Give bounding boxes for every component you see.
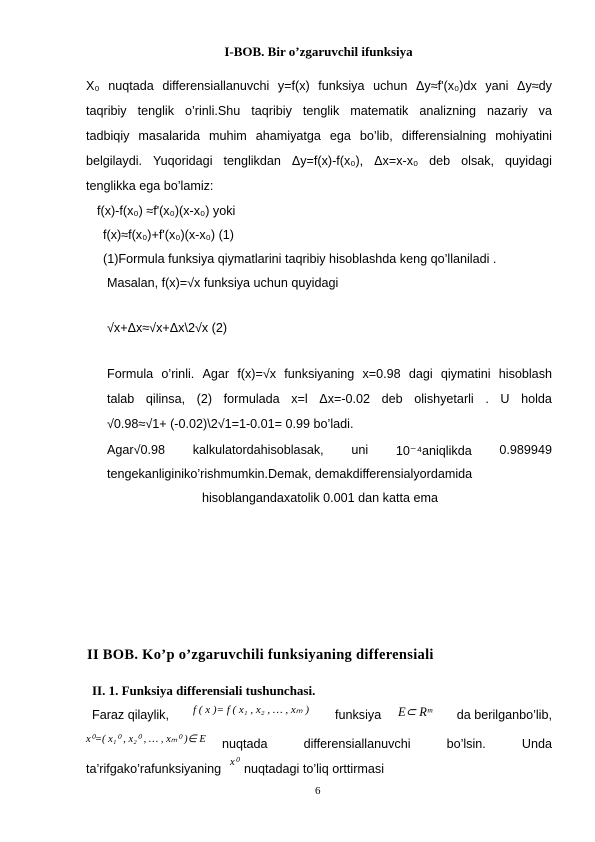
word: belgilaydi. bbox=[86, 154, 143, 168]
word: Formula bbox=[107, 367, 154, 381]
para1-line-3 bbox=[86, 129, 552, 143]
word: Δy≈dy bbox=[517, 79, 552, 93]
para3-line-1 bbox=[107, 443, 552, 458]
word: deb bbox=[429, 154, 451, 168]
word: olsak, bbox=[461, 154, 495, 168]
word: taqribiy bbox=[86, 104, 127, 118]
para1-line-1 bbox=[86, 79, 552, 93]
word: tenglik bbox=[137, 104, 174, 118]
word: y=f(x) bbox=[277, 79, 310, 93]
word: matematik bbox=[350, 104, 409, 118]
para1-line-4 bbox=[86, 154, 552, 168]
word: (2) bbox=[196, 392, 213, 406]
word: nazariy bbox=[487, 104, 528, 118]
word: holda bbox=[521, 392, 552, 406]
s2-line1-function: f ( x )= f ( x₁ , x₂ , … , xₘ ) bbox=[193, 704, 309, 716]
para2-line-1 bbox=[107, 367, 552, 381]
word: tenglikdan bbox=[223, 154, 281, 168]
word: U bbox=[500, 392, 510, 406]
s2-line1-set: E⊂ Rᵐ bbox=[398, 705, 433, 719]
word: nuqtada bbox=[108, 79, 154, 93]
word: funksiya bbox=[318, 79, 365, 93]
word: yani bbox=[485, 79, 509, 93]
word: x=0.98 bbox=[362, 367, 401, 381]
word: uni bbox=[351, 443, 369, 457]
word: Δy=f(x)-f(x₀), bbox=[291, 154, 364, 168]
s2-line2-words bbox=[222, 737, 552, 751]
word: x=l bbox=[291, 392, 308, 406]
word: f(x)=√x bbox=[237, 367, 277, 381]
word: Agar√0.98 bbox=[107, 443, 166, 457]
s2-line1-start: Faraz qilaylik, bbox=[92, 708, 169, 722]
word: qilinsa, bbox=[145, 392, 186, 406]
word: dagi bbox=[408, 367, 433, 381]
word: taqribiy bbox=[251, 104, 292, 118]
word: Unda bbox=[521, 737, 552, 751]
word: Δx=-0.02 bbox=[319, 392, 371, 406]
s2-line3-a: ta’rifgako’rafunksiyaning bbox=[86, 762, 222, 776]
formula-3: √x+Δx≈√x+Δx\2√x (2) bbox=[107, 321, 228, 335]
formula-note: (1)Formula funksiya qiymatlarini taqribiy hisoblashda keng qo’llaniladi . bbox=[103, 252, 497, 266]
word: tadbiqiy bbox=[86, 129, 130, 143]
word: o’rinli. bbox=[161, 367, 195, 381]
word: Δy≈f'(x₀)dx bbox=[416, 79, 477, 93]
example-intro: Masalan, f(x)=√x funksiya uchun quyidagi bbox=[107, 276, 339, 290]
word: olishyetarli bbox=[414, 392, 474, 406]
word: muhim bbox=[209, 129, 247, 143]
word: va bbox=[538, 104, 552, 118]
word: . bbox=[485, 392, 489, 406]
s2-line3-b: nuqtadagi to’liq orttirmasi bbox=[244, 762, 385, 776]
word: differensialning bbox=[401, 129, 487, 143]
word: Δx=x-x₀ bbox=[374, 154, 419, 168]
word: ega bbox=[329, 129, 351, 143]
s2-line1-mid: funksiya bbox=[335, 708, 382, 722]
word: quyidagi bbox=[505, 154, 552, 168]
word: deb bbox=[381, 392, 403, 406]
s2-line3-point: x⁰ bbox=[230, 757, 239, 768]
word: mohiyatini bbox=[495, 129, 552, 143]
word: differensiallanuvchi bbox=[303, 737, 411, 751]
s2-line2-point: x⁰=( x₁⁰ , x₂⁰ , … , xₘ⁰ )∈ E bbox=[86, 734, 206, 745]
word: talab bbox=[107, 392, 135, 406]
word: qiymatini bbox=[440, 367, 491, 381]
page-number: 6 bbox=[315, 785, 321, 797]
para3-center-line: hisoblangandaxatolik 0.001 dan katta ema bbox=[202, 491, 438, 505]
formula-1: f(x)-f(x₀) ≈f'(x₀)(x-x₀) yoki bbox=[97, 204, 236, 218]
word: Agar bbox=[202, 367, 230, 381]
word: analizning bbox=[419, 104, 477, 118]
word: uchun bbox=[373, 79, 408, 93]
word: differensiallanuvchi bbox=[162, 79, 270, 93]
word: 10⁻⁴aniqlikda bbox=[395, 444, 472, 458]
para3-line-2: tengekanliginiko’rishmumkin.Demak, demakdifferensialyordamida bbox=[107, 467, 473, 481]
para1-last-line: tenglikka ega bo’lamiz: bbox=[86, 179, 214, 193]
para2-last-line: √0.98≈√1+ (-0.02)\2√1=1-0.01= 0.99 bo’ladi. bbox=[107, 417, 354, 431]
word: tenglik bbox=[302, 104, 340, 118]
formula-2: f(x)≈f(x₀)+f'(x₀)(x-x₀) (1) bbox=[103, 228, 234, 242]
word: 0.989949 bbox=[499, 443, 552, 457]
word: funksiyaning bbox=[284, 367, 355, 381]
word: formulada bbox=[223, 392, 280, 406]
word: o’rinli.Shu bbox=[184, 104, 241, 118]
word: nuqtada bbox=[222, 737, 268, 751]
word: bo’lsin. bbox=[446, 737, 486, 751]
word: masalarida bbox=[138, 129, 201, 143]
section1-title: I-BOB. Bir o’zgaruvchil ifunksiya bbox=[224, 44, 413, 59]
word: hisoblash bbox=[498, 367, 552, 381]
word: bo’lib, bbox=[359, 129, 393, 143]
para2-line-2 bbox=[107, 392, 552, 406]
word: ahamiyatga bbox=[255, 129, 321, 143]
word: Yuqoridagi bbox=[152, 154, 213, 168]
s2-line1-end: da berilganbo’lib, bbox=[456, 708, 552, 722]
para1-line-2 bbox=[86, 104, 552, 118]
word: X₀ bbox=[86, 79, 100, 93]
section2-subtitle: II. 1. Funksiya differensiali tushunchasi. bbox=[92, 683, 316, 698]
section2-title: II BOB. Ko’p o’zgaruvchili funksiyaning differensiali bbox=[87, 647, 434, 663]
word: kalkulatordahisoblasak, bbox=[192, 443, 324, 457]
